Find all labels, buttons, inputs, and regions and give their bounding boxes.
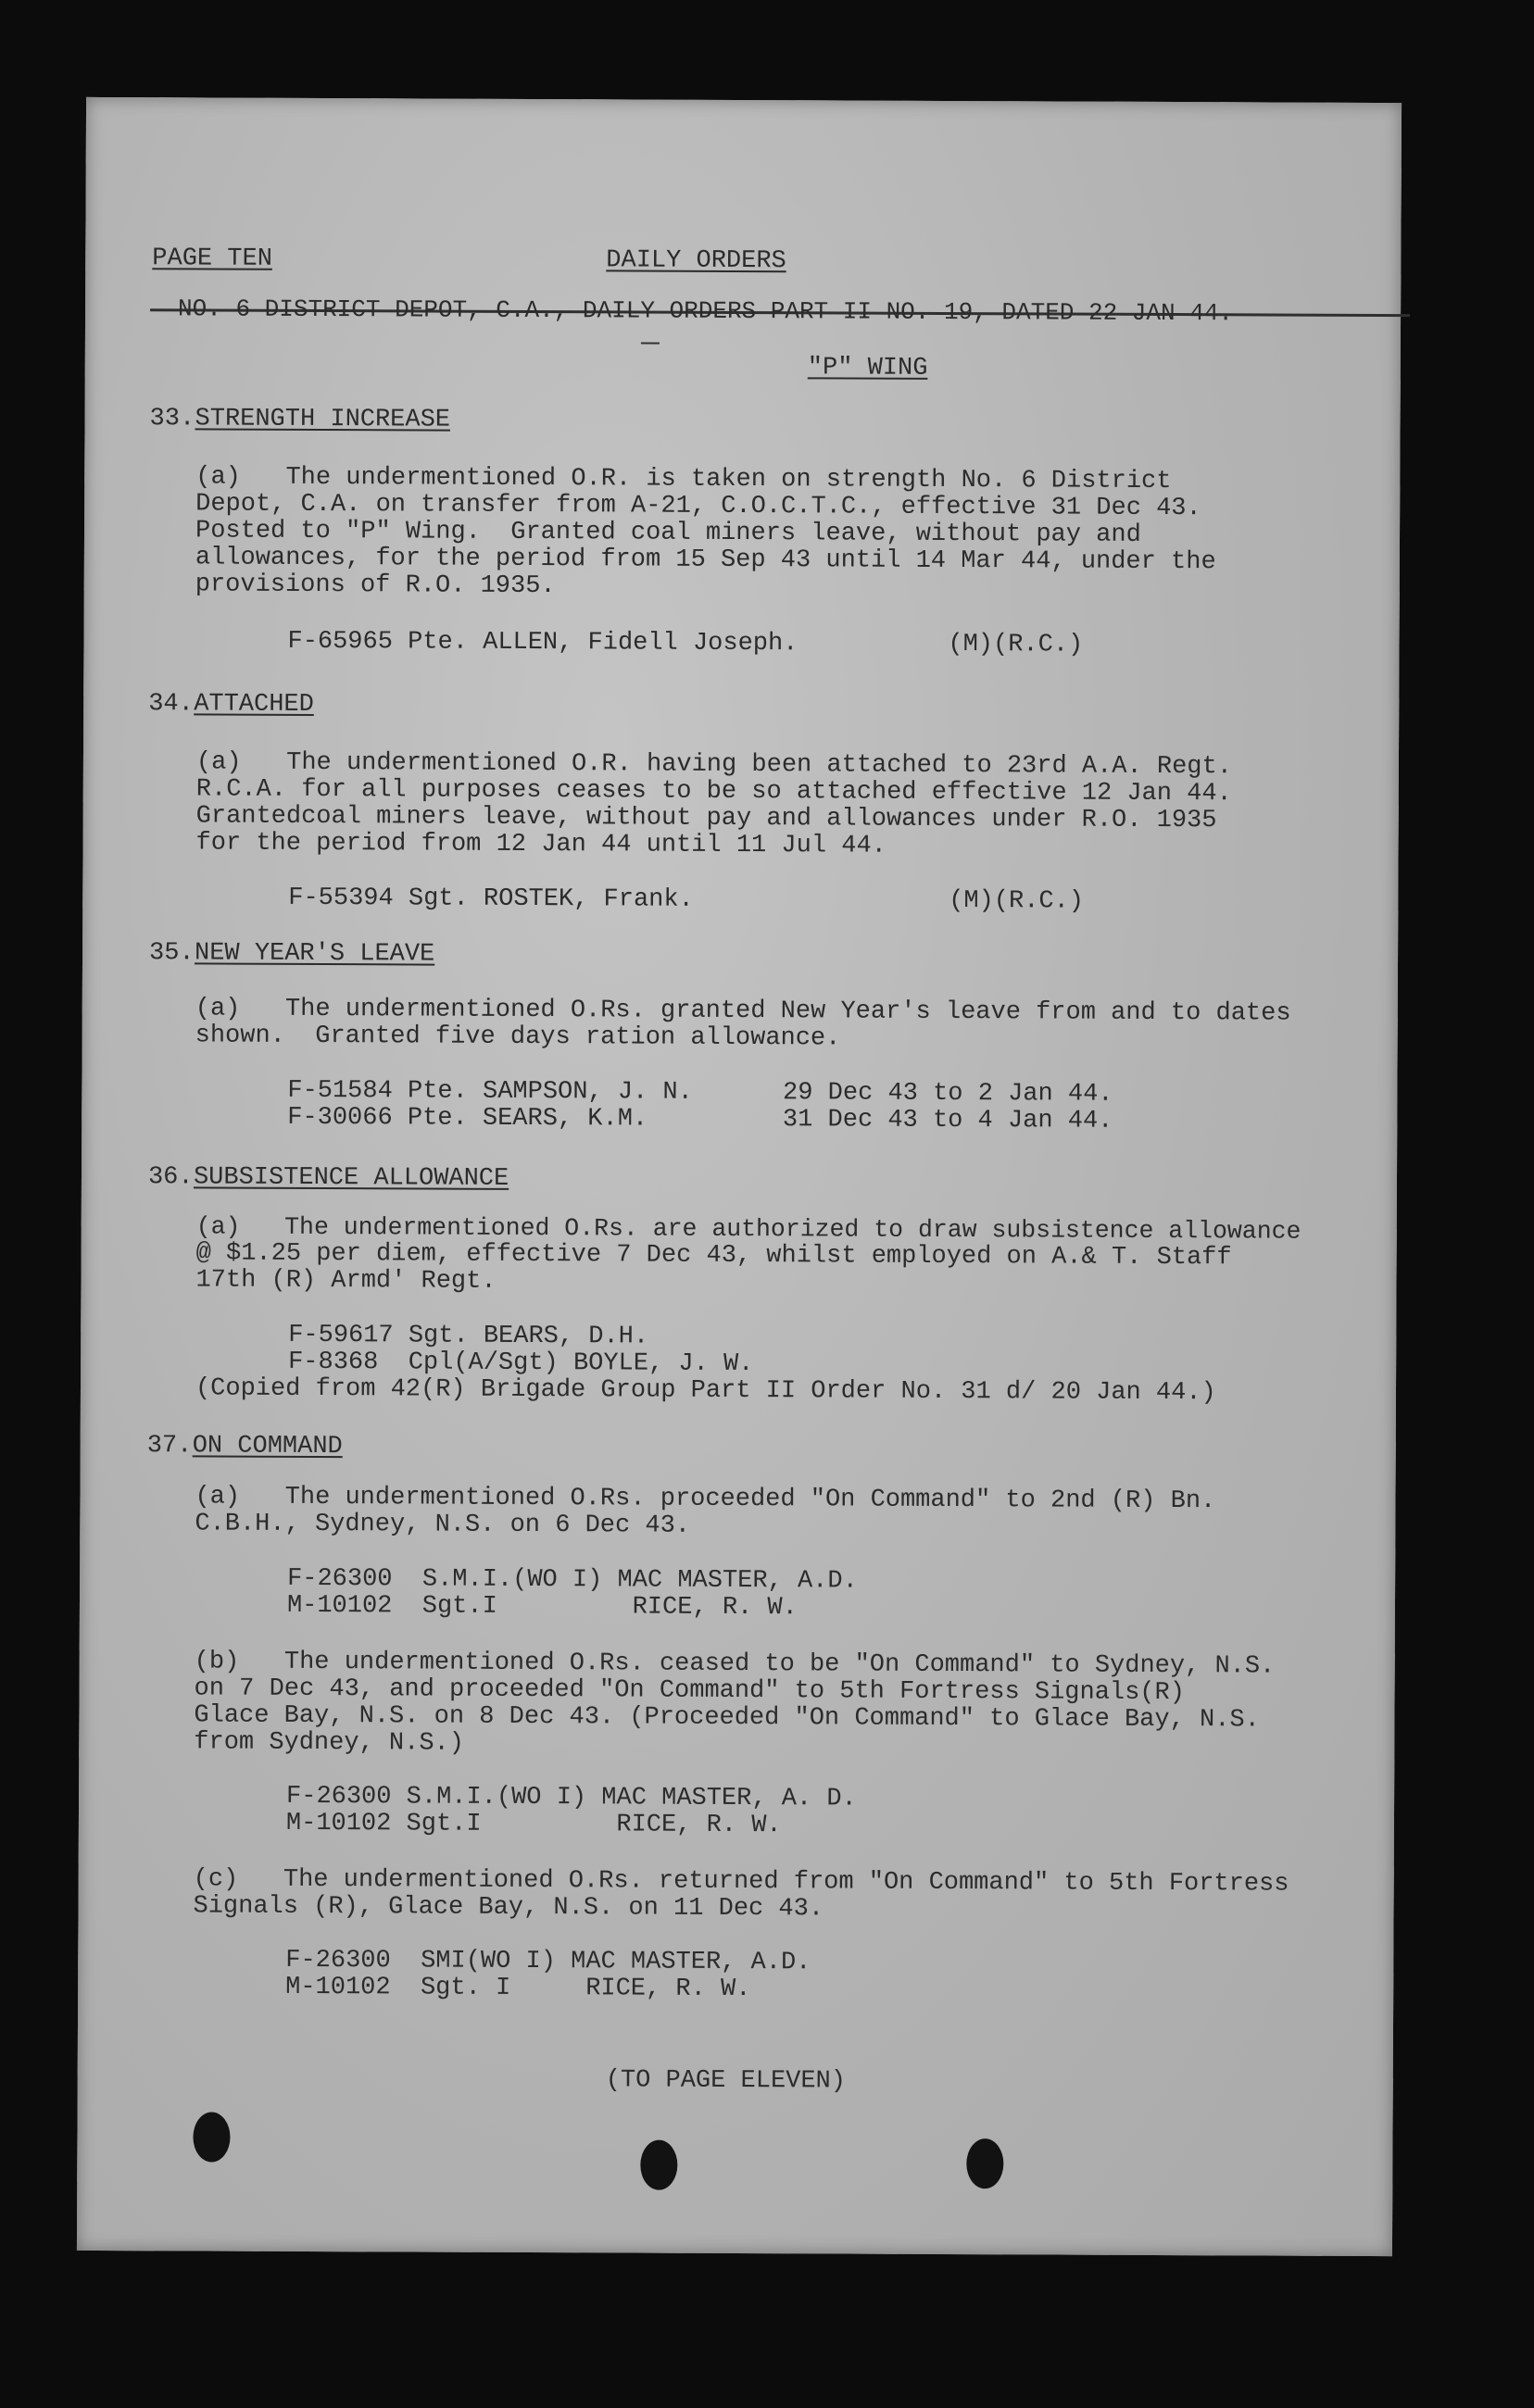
punch-hole <box>193 2112 230 2162</box>
document-title: DAILY ORDERS <box>606 246 786 276</box>
section-heading: SUBSISTENCE ALLOWANCE <box>193 1163 509 1193</box>
personnel-entry: F-26300 SMI(WO I) MAC MASTER, A.D. <box>285 1946 811 1977</box>
paragraph-line: allowances, for the period from 15 Sep 43 until 14 Mar 44, under the <box>195 544 1216 577</box>
personnel-entry: F-26300 S.M.I.(WO I) MAC MASTER, A.D. <box>287 1564 858 1596</box>
personnel-entry: M-10102 Sgt. I RICE, R. W. <box>285 1973 751 2004</box>
section-number: 36. <box>147 1163 194 1192</box>
paragraph-line: Glace Bay, N.S. on 8 Dec 43. (Proceeded "On Command" to Glace Bay, N.S. <box>194 1701 1260 1735</box>
punch-hole <box>640 2140 677 2190</box>
paragraph-line: on 7 Dec 43, and proceeded "On Command" to 5th Fortress Signals(R) <box>194 1674 1186 1708</box>
section-heading: NEW YEAR'S LEAVE <box>194 939 435 969</box>
paragraph-line: R.C.A. for all purposes ceases to be so attached effective 12 Jan 44. <box>195 775 1232 809</box>
paragraph-line: shown. Granted five days ration allowance. <box>195 1022 841 1053</box>
section-number: 37. <box>146 1432 193 1461</box>
paragraph-line: C.B.H., Sydney, N.S. on 6 Dec 43. <box>195 1510 691 1540</box>
paragraph-line: Signals (R), Glace Bay, N.S. on 11 Dec 43. <box>193 1892 824 1924</box>
personnel-entry: F-51584 Pte. SAMPSON, J. N. 29 Dec 43 to 2 Jan 44. <box>287 1076 1113 1109</box>
paragraph-line: (a) The undermentioned O.Rs. granted New Year's leave from and to dates <box>195 995 1291 1028</box>
paragraph-line: (a) The undermentioned O.Rs. proceeded "On Command" to 2nd (R) Bn. <box>195 1483 1216 1516</box>
paragraph-line: from Sydney, N.S.) <box>194 1728 465 1758</box>
personnel-entry: M-10102 Sgt.I RICE, R. W. <box>286 1591 798 1623</box>
punch-hole <box>966 2138 1003 2189</box>
section-heading: ON COMMAND <box>192 1432 343 1461</box>
page-label: PAGE TEN <box>152 245 273 273</box>
wing-heading: "P" WING <box>807 354 928 383</box>
personnel-entry: F-26300 S.M.I.(WO I) MAC MASTER, A. D. <box>286 1782 857 1813</box>
paragraph-line: for the period from 12 Jan 44 until 11 Jul 44. <box>195 829 886 860</box>
personnel-entry: M-10102 Sgt.I RICE, R. W. <box>285 1809 782 1840</box>
section-number: 35. <box>148 939 195 968</box>
paragraph-line: Grantedcoal miners leave, without pay and allowances under R.O. 1935 <box>195 802 1217 835</box>
document-page <box>77 97 1402 2256</box>
document-subtitle: NO. 6 DISTRICT DEPOT, C.A., DAILY ORDERS PART II NO. 19, DATED 22 JAN 44. <box>178 295 1234 328</box>
section-number: 34. <box>148 690 194 719</box>
paragraph-line: provisions of R.O. 1935. <box>195 571 556 601</box>
personnel-entry: F-59617 Sgt. BEARS, D.H. <box>288 1321 649 1351</box>
paragraph-line: 17th (R) Armd' Regt. <box>195 1266 497 1296</box>
section-number: 33. <box>149 405 195 433</box>
paragraph-line: (a) The undermentioned O.R. is taken on strength No. 6 District <box>195 463 1172 496</box>
paragraph-line: Depot, C.A. on transfer from A-21, C.O.C.T.C., effective 31 Dec 43. <box>195 490 1201 523</box>
paragraph-line: (a) The undermentioned O.R. having been attached to 23rd A.A. Regt. <box>195 748 1232 782</box>
dash-mark <box>641 343 660 345</box>
personnel-entry: F-8368 Cpl(A/Sgt) BOYLE, J. W. <box>288 1348 754 1379</box>
paragraph-line: (c) The undermentioned O.Rs. returned from "On Command" to 5th Fortress <box>193 1865 1289 1899</box>
personnel-entry: F-30066 Pte. SEARS, K.M. 31 Dec 43 to 4 Jan 44. <box>287 1103 1113 1135</box>
personnel-entry: F-55394 Sgt. ROSTEK, Frank. (M)(R.C.) <box>288 884 1085 916</box>
paragraph-line: @ $1.25 per diem, effective 7 Dec 43, whilst employed on A.& T. Staff <box>195 1239 1232 1273</box>
personnel-entry: F-65965 Pte. ALLEN, Fidell Joseph. (M)(R.C.) <box>287 627 1084 659</box>
paragraph-line: (b) The undermentioned O.Rs. ceased to be "On Command" to Sydney, N.S. <box>194 1648 1276 1681</box>
continuation-note: (TO PAGE ELEVEN) <box>605 2066 847 2096</box>
paragraph-line: Posted to "P" Wing. Granted coal miners leave, without pay and <box>195 517 1141 549</box>
section-heading: ATTACHED <box>194 690 314 719</box>
section-heading: STRENGTH INCREASE <box>195 405 451 434</box>
paragraph-line: (a) The undermentioned O.Rs. are authorized to draw subsistence allowance <box>195 1212 1301 1246</box>
source-note: (Copied from 42(R) Brigade Group Part II Order No. 31 d/ 20 Jan 44.) <box>195 1374 1216 1408</box>
